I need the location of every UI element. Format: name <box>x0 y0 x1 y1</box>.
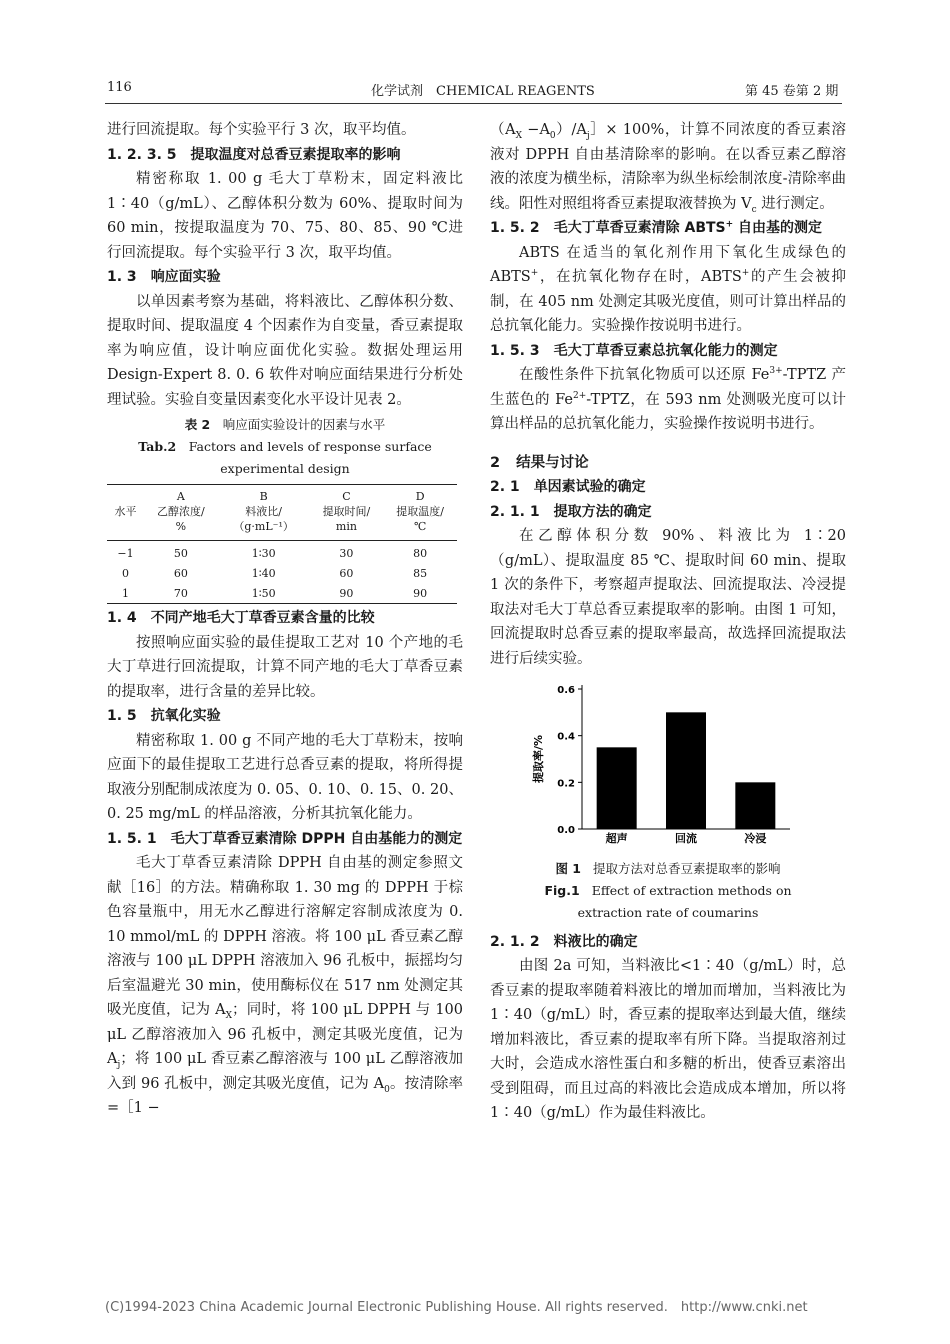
table-header-a: A 乙醇浓度/ % <box>157 490 205 533</box>
bar <box>666 712 706 829</box>
bar <box>735 782 775 829</box>
paragraph: 毛大丁草香豆素清除 DPPH 自由基的测定参照文献［16］的方法。精确称取 1. 30 mg 的 DPPH 于棕色容量瓶中，用无水乙醇进行溶解定容制成浓度为 0. 10 mmol/mL 的 DPPH 溶液。将 100 μL 香豆素乙醇溶液与 100 μL DPPH 溶液加入 96 孔板中，振摇均匀后室温避光 30 min，使用酶标仪在 517 nm 处测定其吸光度值，记为 $A_X$；同时，将 100 μL DPPH 与 100 μL 乙醇溶液加入 96 孔板中，测定其吸光度值，记为 $A_j$；将 100 μL 香豆素乙醇溶液与 100 μL 乙醇溶液加入到 96 孔板中，测定其吸光度值，记为 $A_0$。按清除率 =［1 − <box>107 855 464 1116</box>
section-title: 抗氧化实验 <box>150 708 221 724</box>
y-tick-label: 0.4 <box>557 731 575 743</box>
section-heading <box>107 827 463 852</box>
table-cell: −1 <box>117 546 134 560</box>
table-cell: 85 <box>413 566 428 580</box>
figure-1 <box>490 679 846 924</box>
table-cell: 90 <box>339 586 354 600</box>
table-caption-cn <box>107 414 463 436</box>
section-title: 响应面实验 <box>150 269 221 285</box>
section-heading <box>490 475 846 500</box>
section-heading <box>490 930 846 955</box>
section-number: 1. 5. 3 <box>490 342 540 359</box>
section-number: 2. 1 <box>490 479 520 495</box>
section-title: 毛大丁草香豆素清除 DPPH 自由基能力的测定 <box>170 830 463 847</box>
figure-label-en: Fig.1 <box>544 882 580 898</box>
section-number: 2 <box>490 454 501 471</box>
bar <box>597 747 637 829</box>
left-column <box>107 118 463 1121</box>
paragraph: （$A_X$ $-A_0)/A_j]\times 100\%$，计算不同浓度的香豆素溶液对 DPPH 自由基清除率的影响。在以香豆素乙醇溶液的浓度为横坐标，清除率为纵坐标绘制浓度-清除率曲线。阳性对照组将香豆素提取液替换为 $V_c$ 进行测定。 <box>490 122 846 215</box>
table-label: 表 2 <box>184 417 211 432</box>
table-cell: 70 <box>173 586 188 600</box>
table-cell: 0 <box>122 566 130 580</box>
page-number: 116 <box>107 80 132 95</box>
section-heading <box>490 500 846 525</box>
table-title: 响应面实验设计的因素与水平 <box>222 417 386 432</box>
section-number: 2. 1. 1 <box>490 503 540 520</box>
section-number: 1. 3 <box>107 269 137 285</box>
section-heading: 1. 5. 2 毛大丁草香豆素清除 ABTS+ 自由基的测定 <box>490 219 823 236</box>
figure-caption-en <box>490 880 846 924</box>
section-heading <box>490 451 846 476</box>
table-row <box>107 563 457 583</box>
x-tick-label: 回流 <box>675 832 697 845</box>
copyright-footer: (C)1994-2023 China Academic Journal Electronic Publishing House. All rights reserved. http://www.cnki.net <box>105 1300 808 1315</box>
table-cell: 80 <box>413 546 428 560</box>
section-title: 不同产地毛大丁草香豆素含量的比较 <box>150 610 375 626</box>
figure-title: 提取方法对总香豆素提取率的影响 <box>593 860 781 876</box>
table-cell: 1 <box>122 586 130 600</box>
section-title: 毛大丁草香豆素总抗氧化能力的测定 <box>553 342 778 359</box>
paragraph: ABTS 在适当的氧化剂作用下氧化生成绿色的 ABTS+，在抗氧化物存在时，ABTS+的产生会被抑制，在 405 nm 处测定其吸光度值，则可计算出样品的总抗氧化能力。实验操作按说明书进行。 <box>490 244 847 334</box>
factors-table <box>107 484 457 604</box>
section-title: 结果与讨论 <box>516 454 589 471</box>
table-caption-en <box>107 436 463 480</box>
table-row <box>107 541 457 564</box>
table-cell: 90 <box>413 586 428 600</box>
section-number: 1. 5. 1 <box>107 830 157 847</box>
y-tick-label: 0.6 <box>557 685 575 696</box>
table-cell: 50 <box>173 546 188 560</box>
table-row <box>107 583 457 604</box>
paragraph: 进行回流提取。每个实验平行 3 次，取平均值。 <box>107 122 416 138</box>
table-cell: 1∶50 <box>251 586 276 600</box>
table-header-b: B 料液比/ （g·mL⁻¹） <box>233 490 294 533</box>
table-header-c: C 提取时间/ min <box>322 490 371 533</box>
table-cell: 30 <box>339 546 354 560</box>
section-number: 1. 5. 2 <box>490 220 540 236</box>
section-number: 1. 5 <box>107 708 137 724</box>
table-cell: 60 <box>339 566 354 580</box>
section-title: 料液比的确定 <box>553 933 638 950</box>
paragraph: 以单因素考察为基础，将料液比、乙醇体积分数、提取时间、提取温度 4 个因素作为自变量，香豆素提取率为响应值，设计响应面优化实验。数据处理运用 Design-Expert 8. 0. 6 软件对响应面结果进行分析处理试验。实验自变量因素变化水平设计见表 2。 <box>107 293 463 408</box>
paragraph: 在酸性条件下抗氧化物质可以还原 $Fe^{3+}$-TPTZ 产生蓝色的 $Fe^{2+}$-TPTZ，在 593 nm 处测吸光度可以计算出样品的总抗氧化能力，实验操作按说明书进行。 <box>490 366 846 432</box>
table-header-level: 水平 <box>114 505 137 518</box>
section-heading <box>107 704 463 729</box>
paragraph: 精密称取 1. 00 g 不同产地的毛大丁草粉末，按响应面下的最佳提取工艺进行总香豆素的提取，将所得提取液分别配制成浓度为 0. 05、0. 10、0. 15、0. 20、0. 25 mg/mL 的样品溶液，分析其抗氧化能力。 <box>107 732 463 822</box>
paragraph: 由图 2a 可知，当料液比<1∶40（g/mL）时，总香豆素的提取率随着料液比的增加而增加，当料液比为 1∶40（g/mL）时，香豆素的提取率达到最大值，继续增加料液比，香豆素的提取率有所下降。当提取溶剂过大时，会造成水溶性蛋白和多糖的析出，使香豆素溶出受到阻碍，而且过高的料液比会造成成本增加，所以将 1∶40（g/mL）作为最佳料液比。 <box>490 958 846 1121</box>
y-tick-label: 0.2 <box>557 778 575 790</box>
section-number: 1. 4 <box>107 610 137 626</box>
section-heading <box>107 606 463 631</box>
section-heading <box>107 143 463 168</box>
header-rule <box>105 103 842 104</box>
figure-caption-cn <box>490 858 846 880</box>
figure-label: 图 1 <box>555 860 582 876</box>
right-column <box>490 118 846 1126</box>
x-tick-label: 超声 <box>605 832 628 845</box>
bar-chart <box>490 679 846 849</box>
section-title: 毛大丁草香豆素清除 ABTS <box>553 220 726 236</box>
section-heading <box>490 339 846 364</box>
table-cell: 60 <box>173 566 188 580</box>
y-axis-label: 提取率/% <box>532 734 545 784</box>
paragraph: 精密称取 1. 00 g 毛大丁草粉末，固定料液比 1∶40（g/mL）、乙醇体积分数为 60%、提取时间为 60 min，按提取温度为 70、75、80、85、90 ℃进行回流提取。每个实验平行 3 次，取平均值。 <box>107 171 463 261</box>
table-header-d: D 提取温度/ ℃ <box>396 490 444 533</box>
table-cell: 1∶30 <box>251 546 276 560</box>
figure-title-en: Effect of extraction methods on extraction rate of coumarins <box>577 882 792 920</box>
journal-name: 化学试剂 CHEMICAL REAGENTS <box>371 84 595 99</box>
section-title: 提取温度对总香豆素提取率的影响 <box>190 146 401 163</box>
issue-info: 第 45 卷第 2 期 <box>745 84 839 99</box>
paragraph: 按照响应面实验的最佳提取工艺对 10 个产地的毛大丁草进行回流提取，计算不同产地的毛大丁草香豆素的提取率，进行含量的差异比较。 <box>107 634 463 700</box>
section-heading <box>107 265 463 290</box>
section-number: 2. 1. 2 <box>490 933 540 950</box>
table-cell: 1∶40 <box>251 566 276 580</box>
table-title-en: Factors and levels of response surface experimental design <box>188 439 432 476</box>
section-title: 提取方法的确定 <box>553 503 652 520</box>
section-title: 单因素试验的确定 <box>533 479 646 495</box>
table-label-en: Tab.2 <box>138 439 177 454</box>
paragraph: 在乙醇体积分数 90%、料液比为 1∶20（g/mL）、提取温度 85 ℃、提取时间 60 min、提取 1 次的条件下，考察超声提取法、回流提取法、冷浸提取法对毛大丁草总香豆素提取率的影响。由图 1 可知，回流提取时总香豆素的提取率最高，故选择回流提取法进行后续实验。 <box>490 528 846 667</box>
section-number: 1. 2. 3. 5 <box>107 146 177 163</box>
x-tick-label: 冷浸 <box>744 832 767 845</box>
y-tick-label: 0.0 <box>557 825 575 836</box>
